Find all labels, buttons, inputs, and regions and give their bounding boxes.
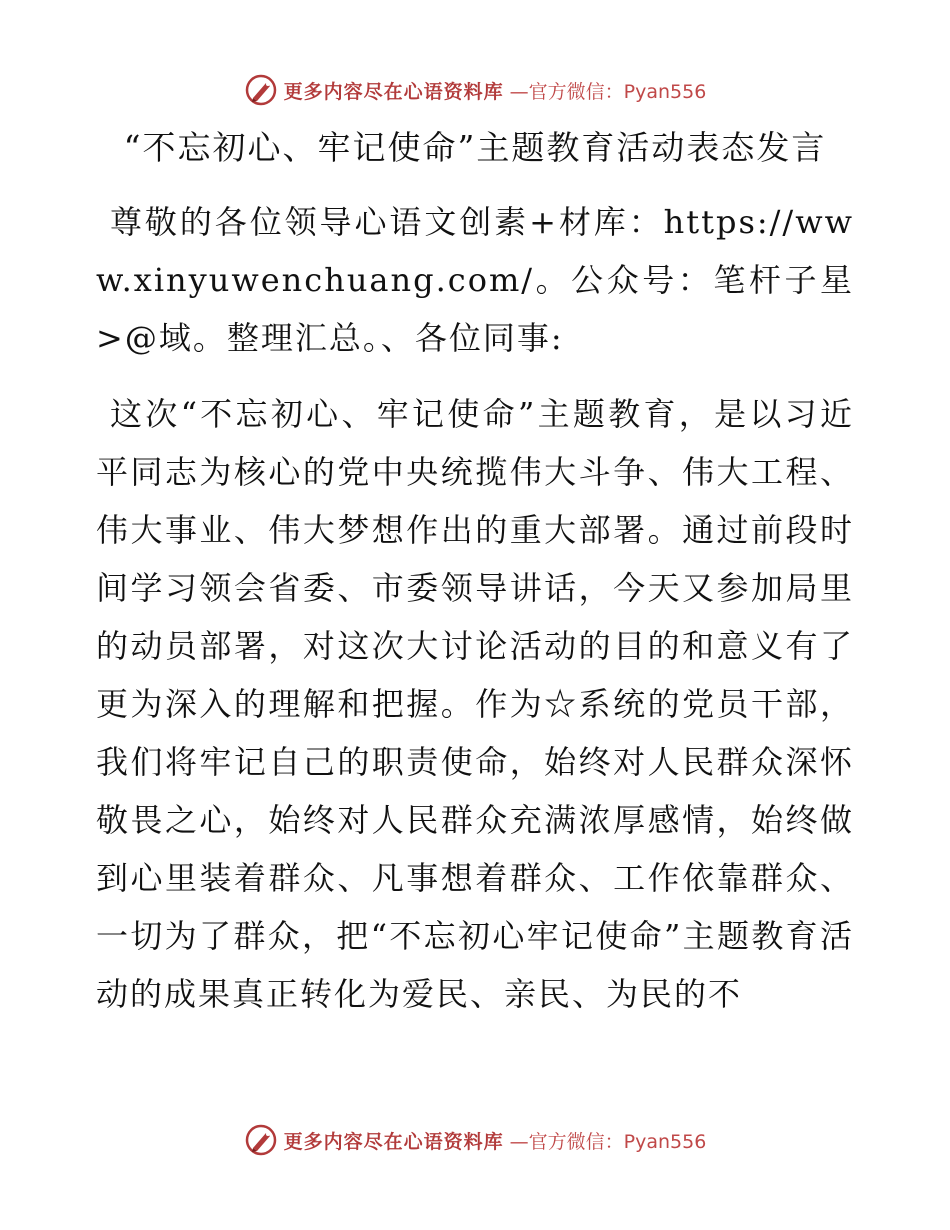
document-title: “不忘初心、牢记使命”主题教育活动表态发言 bbox=[123, 128, 827, 167]
header-banner bbox=[0, 70, 950, 110]
banner-site-text: 更多内容尽在心语资料库 bbox=[283, 80, 504, 103]
document-paragraph: 尊敬的各位领导心语文创素+材库：https://www.xinyuwenchuang.com/。公众号：笔杆子星>@域。整理汇总。、各位同事: bbox=[96, 203, 854, 357]
brand-logo-icon bbox=[244, 73, 278, 107]
banner-site-text: 更多内容尽在心语资料库 bbox=[283, 1130, 504, 1153]
brand-logo-icon bbox=[244, 1123, 278, 1157]
document-paragraph: 这次“不忘初心、牢记使命”主题教育，是以习近平同志为核心的党中央统揽伟大斗争、伟大工程、伟大事业、伟大梦想作出的重大部署。通过前段时间学习领会省委、市委领导讲话，今天又参加局里的动员部署，对这次大讨论活动的目的和意义有了更为深入的理解和把握。作为☆系统的党员干部，我们将牢记自己的职责使命，始终对人民群众深怀敬畏之心，始终对人民群众充满浓厚感情，始终做到心里装着群众、凡事想着群众、工作依靠群众、一切为了群众，把“不忘初心牢记使命”主题教育活动的成果真正转化为爱民、亲民、为民的不 bbox=[96, 395, 854, 1013]
footer-banner bbox=[0, 1120, 950, 1160]
banner-wechat-text: —官方微信：Pyan556 bbox=[509, 80, 707, 103]
banner-wechat-text: —官方微信：Pyan556 bbox=[509, 1130, 707, 1153]
